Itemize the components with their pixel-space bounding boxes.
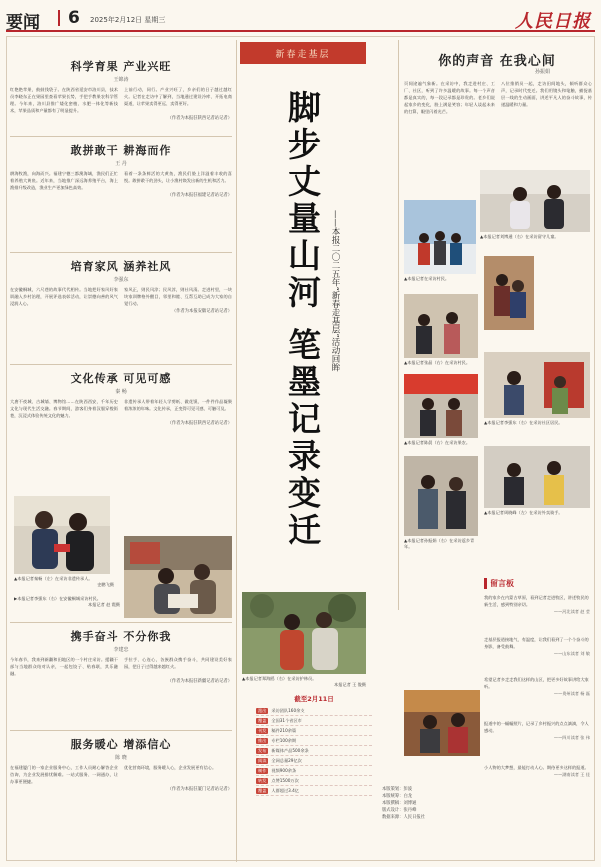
article-family-customs [10,258,232,314]
stats-tag: 刊发 [258,727,267,733]
stats-text: 采访团队160余支 [271,707,305,713]
article-paragraph: 页间途遍气象新。在采访中，我走进村庄、工厂、社区，听到了许多温暖的故事。每一个声音都是真实的，每一段记录都是珍贵的。老乡们说起家乡的变化，脸上满是笑容；年轻人谈起未来的打算，眼里闪着光芒。 [404,81,495,114]
article-source: （作者为本报驻新疆记者站记者） [167,679,232,684]
section-divider [58,10,60,26]
photo-interview-heritage [14,496,110,574]
article-paragraph: 大唐不夜城、古城墙、博物馆……在陕西西安，千年历史文化与现代生活交融。春节期间，游客们身着汉服穿梭街巷，沉浸式体验传统文化的魅力。 [10,399,118,418]
article-paragraph: 看着一条条鲜活的大黄鱼，渔民们脸上洋溢着丰收的喜悦。敢拼敢干的劲头，让小渔村焕发出新的生机和活力。 [124,171,232,183]
stats-tag: 覆盖 [258,717,267,723]
stats-title: 截至2月11日 [294,695,334,703]
stats-row [256,786,372,796]
article-paragraph: 家风正，则民风淳；民风淳，则社风清。走进村里，一块块家训牌格外醒目，邻里和睦、互帮互助已成为大家的自觉行动。 [124,287,232,306]
stats-text: 稿件210余篇 [271,727,297,733]
stats-text: 点赞1500万次 [271,777,299,783]
photo-credit: 本报记者 王 俊摄 [334,682,366,687]
article-author: 陈 晓 [115,755,127,761]
message-board-title: 留言板 [484,578,514,589]
article-paragraph: 上前行动，同行。产业兴旺了，乡亲们的日子越过越红火。记者在走访中了解到，当地通过建设冷库、开拓电商渠道，让苹果卖得更远、卖得更好。 [124,87,232,106]
caption-text: ▲本报记者秦畅（左）在采访非遗传承人。 [14,576,93,581]
credit-line: 本版撰稿：刘博通 [382,801,417,806]
section-name: 要闻 [6,13,40,33]
stats-row [256,726,372,736]
photo-caption: ▲本报记者张晶（右）在采访村民。 [404,360,471,365]
article-paragraph: 非遗传承人带着年轻人学剪纸、做花馍，一件件作品凝聚着浓浓的年味。文化传承，正变得可见可感、可触可及。 [124,399,232,411]
sub-headline: ——本报二〇二五年“新春走基层”活动回眸 [330,210,340,372]
photo-caption: ▲本报记者刘博通（右）在采访留守儿童。 [480,234,559,239]
message-item [484,676,590,697]
photo-caption [14,576,114,588]
photo-street-interview [404,456,478,536]
section-divider [10,136,232,137]
article-culture-heritage [10,370,232,426]
column-divider-left [236,40,237,862]
stats-row [256,756,372,766]
stats-text: 人群超过3.4亿 [271,787,299,793]
paper-logo: 人民日报 [515,11,591,32]
article-author: 李建忠 [113,647,129,653]
stats-tag: 阅读 [258,757,267,763]
right-article-title: 你的声音 在我心间 [438,54,556,69]
caption-text: ▲本报记者郑海鸥（右）在采访护林员。 [242,676,317,681]
page-number: 6 [68,8,80,28]
message-author: ——湖南读者 王 佳 [553,772,590,777]
message-item [484,720,590,741]
stats-row [256,706,372,716]
issue-date: 2025年2月12日 星期三 [90,16,166,24]
message-author: ——四川读者 张 伟 [553,735,590,740]
stats-tag: 发布 [258,747,267,753]
message-author: ——贵州读者 杨 磊 [553,691,590,696]
caption-text: ▶本报记者李强东（右）在安徽桐城采访村民。 [14,596,101,601]
message-author: ——山东读者 刘 敏 [553,651,590,656]
photo-caption [14,596,120,608]
stats-text: 专栏100余期 [271,737,297,743]
message-text: 希望记者多走走我们这样的山区，把更多好故事讲给大家听。 [484,677,589,689]
article-title: 服务暖心 增添信心 [70,738,172,751]
masthead [6,6,595,32]
article-author: 秦 畅 [115,389,127,395]
photo-caption: ▲本报记者孙振娟（右）在采访返乡青年。 [404,538,475,549]
main-headline: 脚步丈量山河 笔墨记录变迁 [283,90,322,550]
stats-tag: 转发 [258,777,267,783]
stats-text: 全网总量29亿次 [271,757,302,763]
article-title: 敢拼敢干 耕海而作 [70,144,172,157]
stats-tag: 制作 [258,767,267,773]
photo-market [404,690,480,756]
credit-line: 版式设计：张丹峰 [382,808,417,813]
stats-tag: 覆盖 [258,787,267,793]
credit-line: 本版统筹：白龙 [382,794,413,799]
article-paragraph: 红艳艳苹果，鼓鼓钱袋子。在陕西省延安市洛川县，技术员李晓东正在果园里查看苹果长势，手把手教果农科学管理。今年来，洛川县推广矮化密植、水肥一体化等新技术，苹果品质和产量都有了明显提升。 [10,87,118,113]
stats-row [256,716,372,726]
article-source: （作者为本报驻陕西记者站记者） [167,116,232,121]
article-warm-service [10,736,232,792]
photo-delivery-rider [484,446,590,508]
article-paragraph: 在安徽桐城，六尺巷的故事代代相传。当地把好家风好家训融入乡村治理，开展评选表彰活动，让崇德向善的风气浸润人心。 [10,287,118,306]
article-title: 文化传承 可见可感 [70,372,172,385]
photo-home-visit [404,294,478,358]
message-item [484,594,590,615]
article-paragraph: 耕海牧渔，向海而兴。福建宁德三都澳海域，渔民们正忙着养殖大黄鱼。近年来，当地推广深远海养殖平台，海上渔排升级改造，渔业生产更加绿色高效。 [10,171,118,190]
article-sea-farming [10,142,232,198]
article-paragraph: 手拉手、心连心，各族群众携手奋斗，共同建设美好家园，把日子过得越来越红火。 [124,657,232,669]
right-article-body [404,80,592,115]
message-text: 走基层报道接地气、有温度，让我们看到了一个个奋斗的身影，备受鼓舞。 [484,637,589,649]
stats-text: 全国31个省区市 [271,717,302,723]
section-divider [10,622,232,623]
article-title: 携手奋斗 不分你我 [70,630,172,643]
stats-tag: 推出 [258,737,267,743]
article-author: 王锦涛 [113,77,129,83]
photo-caption: ▲本报记者在采访村民。 [404,276,450,281]
article-source: （作者为本报驻陕西记者站记者） [167,421,232,426]
message-author: ——河北读者 赵 莹 [553,609,590,614]
article-joint-effort [10,628,232,684]
stats-text: 新媒体产品500余条 [271,747,309,753]
photo-caption: ▲本报记者陈晨（右）在采访果农。 [404,440,471,445]
article-paragraph: 在福建厦门的一家企业服务中心，工作人员耐心解答企业咨询，为企业发展排忧解难。一站式服务、一网通办，让办事更便捷。 [10,765,118,784]
article-science-fruit [10,58,232,121]
stats-text: 视频900余条 [271,767,297,773]
article-title: 科学育果 产业兴旺 [70,60,172,73]
photo-forest-ranger [242,592,366,674]
credit-line: 本版策划：彭波 [382,787,413,792]
right-article-author: 孙振娟 [534,69,550,75]
article-author: 李强东 [113,277,129,283]
photo-community-elder [484,352,590,418]
photo-elderly-couple [484,256,534,330]
article-source: （作者为本报安徽记者站记者） [171,309,232,314]
section-divider [10,730,232,731]
article-paragraph: 八位推销员一起，走访田间地头，倾听群众心声，记录时代变迁。我们用镜头和笔触，捕捉基层一线的生动画面，讲述平凡人的奋斗故事，传递温暖和力量。 [501,81,592,107]
photo-caption: ▲本报记者李强东（右）在采访社区居民。 [484,420,563,425]
article-title: 培育家风 涵养社风 [70,260,172,273]
article-source: （作者为本报驻福建记者站记者） [167,193,232,198]
article-paragraph: 今年春节，我来到新疆和田地区的一个村庄采访。援疆干部与当地群众结对认亲，一起包饺子、贴春联，其乐融融。 [10,657,118,676]
photo-caption [242,676,366,688]
message-text: 报道中的一幅幅照片，记录了乡村振兴的点点滴滴，令人感动。 [484,721,589,733]
message-item [484,764,590,778]
editorial-credits [382,786,440,821]
photo-credit: 本报记者 赵 霞摄 [88,602,120,607]
article-author: 王 丹 [115,161,127,167]
stats-row [256,766,372,776]
photo-interview-villager [124,536,232,618]
message-text: 我的家乡在内蒙古草原，看到记者走进牧区，讲述牧民的新生活，感到特别亲切。 [484,595,589,607]
section-divider [10,364,232,365]
article-paragraph: 优化营商环境，服务暖人心，企业发展更有信心。 [124,765,217,770]
photo-snow-village [404,200,476,274]
stats-list [256,706,372,796]
credit-line: 数据来源：人民日报社 [382,815,425,820]
message-text: 小人物的大梦想，最能打动人心。期待更多这样的报道。 [484,765,589,770]
stats-tag: 派出 [258,707,267,713]
photo-caption: ▲本报记者周晓峰（左）在采访外卖骑手。 [484,510,563,515]
photo-orchard [404,374,478,438]
photo-credit: 史鹏飞摄 [97,582,114,587]
message-item [484,636,590,657]
banner-text: 新春走基层 [275,49,331,60]
stats-row [256,746,372,756]
photo-child-interview [480,170,590,232]
stats-row [256,736,372,746]
feature-banner [240,42,366,64]
stats-panel [256,694,372,860]
column-divider-right [398,40,399,610]
stats-row [256,776,372,786]
article-source: （作者为本报驻厦门记者站记者） [167,787,232,792]
section-divider [10,252,232,253]
